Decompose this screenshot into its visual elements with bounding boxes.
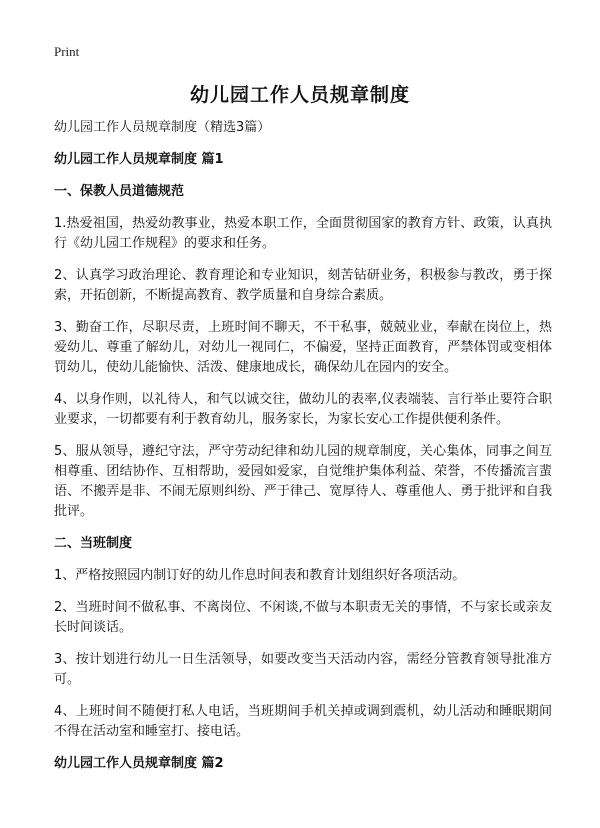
section2-heading: 二、当班制度 [54, 536, 133, 551]
section1-item: 5、服从领导，遵纪守法，严守劳动纪律和幼儿园的规章制度，关心集体，同事之间互相尊重、团结协作、互相帮助，爱园如爱家，自觉维护集体利益、荣誉，不传播流言蜚语、不搬弄是非、不闹无原则纠纷、严于律己、宽厚待人、尊重他人、勇于批评和自我批评。 [54, 444, 552, 519]
document-body [54, 118, 552, 786]
section1-heading: 一、保教人员道德规范 [54, 184, 185, 199]
section2-item: 3、按计划进行幼儿一日生活领导，如要改变当天活动内容，需经分管教育领导批准方可。 [54, 652, 552, 687]
section1-item: 3、勤奋工作，尽职尽责，上班时间不聊天，不干私事，兢兢业业，奉献在岗位上，热爱幼儿、尊重了解幼儿，对幼儿一视同仁，不偏爱，坚持正面教育，严禁体罚或变相体罚幼儿，使幼儿能愉快、活泼、健康地成长，确保幼儿在园内的安全。 [54, 320, 552, 375]
section2-item: 4、上班时间不随便打私人电话，当班期间手机关掉或调到震机，幼儿活动和睡眠期间不得在活动室和睡室打、接电话。 [54, 704, 552, 739]
section1-item: 1.热爱祖国，热爱幼教事业，热爱本职工作，全面贯彻国家的教育方针、政策，认真执行《幼儿园工作规程》的要求和任务。 [54, 216, 552, 251]
section1-item: 2、认真学习政治理论、教育理论和专业知识，刻苦钻研业务，积极参与教改，勇于探索，开拓创新，不断提高教育、教学质量和自身综合素质。 [54, 268, 552, 303]
part1-heading: 幼儿园工作人员规章制度 篇1 [54, 152, 224, 167]
section1-item: 4、以身作则，以礼待人，和气以诚交往，做幼儿的表率,仪表端装、言行举止要符合职业要求，一切都要有利于教育幼儿，服务家长，为家长安心工作提供便利条件。 [54, 392, 552, 427]
print-label[interactable]: Print [54, 44, 80, 59]
part2-heading: 幼儿园工作人员规章制度 篇2 [54, 756, 224, 771]
section2-item: 1、严格按照园内制订好的幼儿作息时间表和教育计划组织好各项活动。 [54, 568, 466, 583]
page-title: 幼儿园工作人员规章制度 [189, 84, 410, 106]
section2-item: 2、当班时间不做私事、不离岗位、不闲谈,不做与本职责无关的事情，不与家长或亲友长时间谈话。 [54, 600, 552, 635]
document-subtitle: 幼儿园工作人员规章制度（精选3篇） [54, 120, 271, 135]
